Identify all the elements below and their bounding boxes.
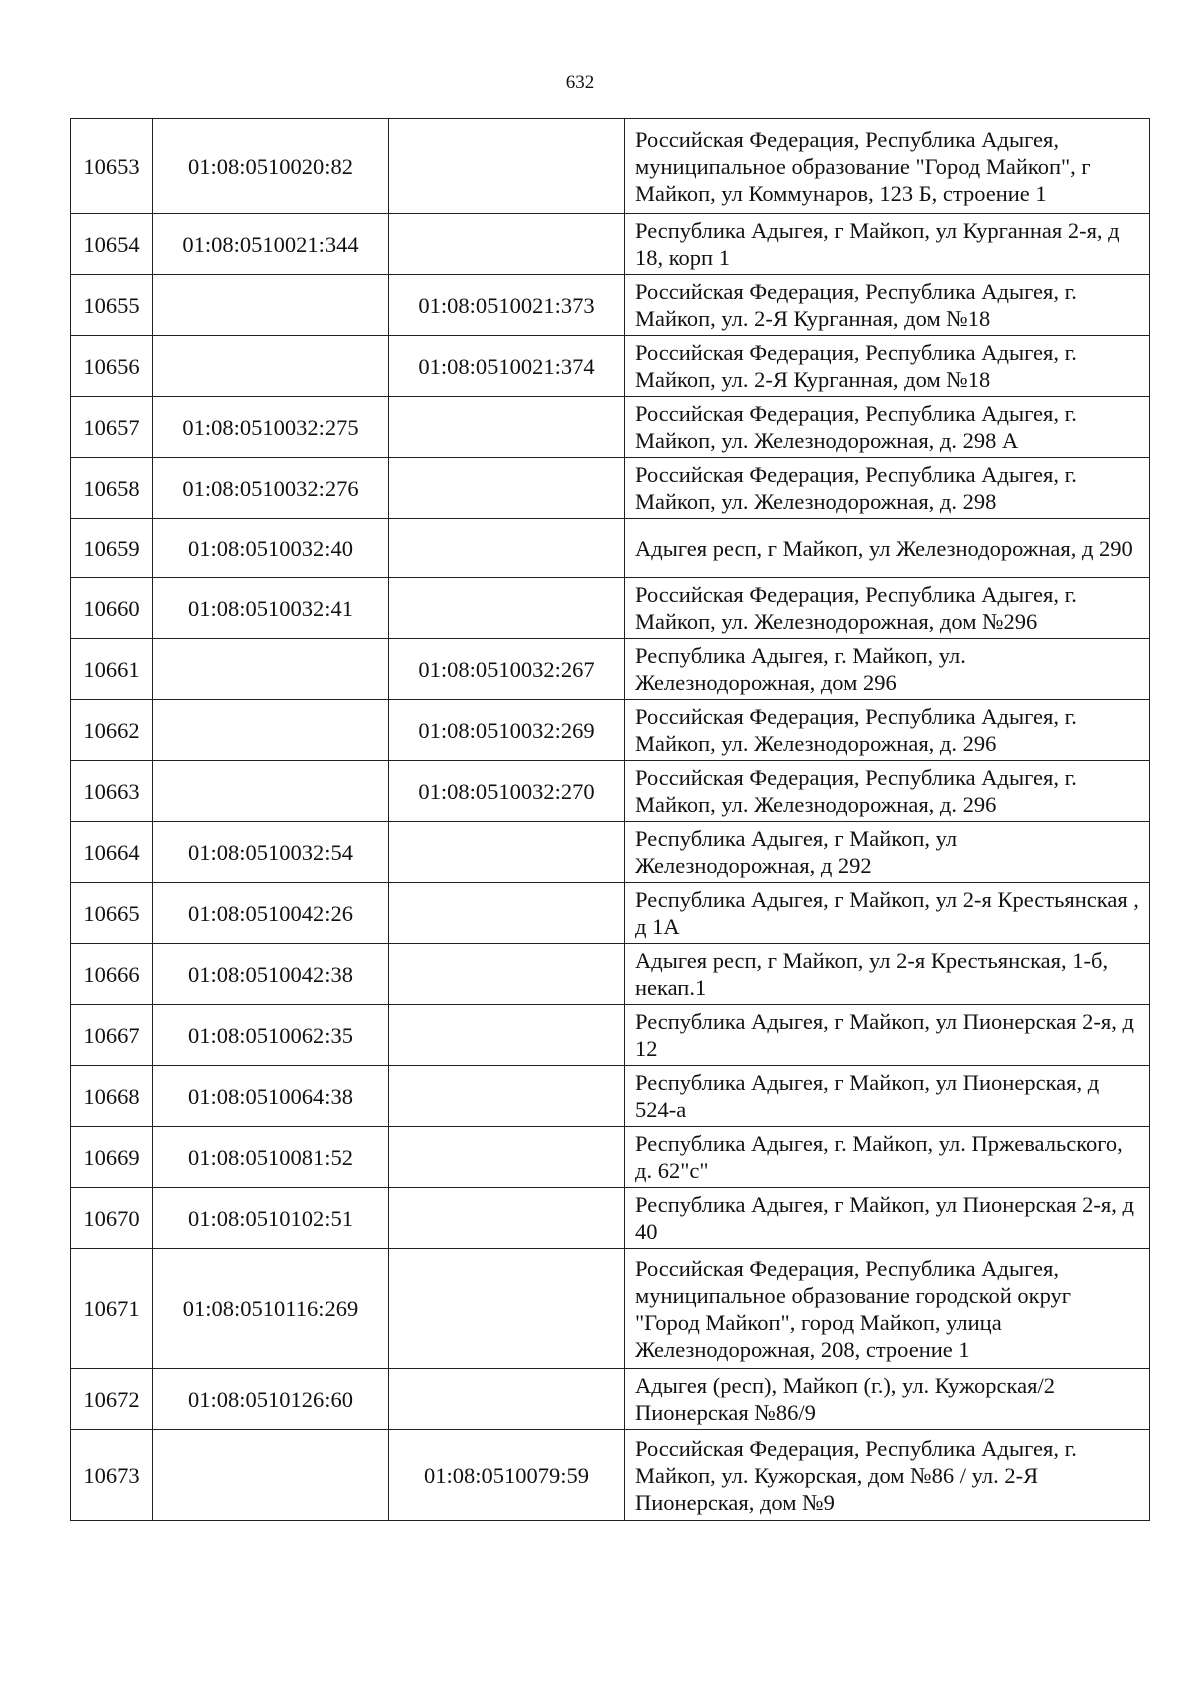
- row-number-cell: 10662: [71, 700, 153, 761]
- secondary-cadastral-number-cell: [389, 1249, 625, 1369]
- secondary-cadastral-number-cell: [389, 1066, 625, 1127]
- address-cell: Республика Адыгея, г Майкоп, ул Курганная 2-я, д 18, корп 1: [625, 214, 1150, 275]
- cadastral-number-cell: 01:08:0510042:38: [153, 944, 389, 1005]
- secondary-cadastral-number-cell: [389, 944, 625, 1005]
- cadastral-number-cell: 01:08:0510032:40: [153, 519, 389, 578]
- cadastral-number-cell: [153, 336, 389, 397]
- address-cell: Российская Федерация, Республика Адыгея, г. Майкоп, ул. 2-Я Курганная, дом №18: [625, 275, 1150, 336]
- row-number-cell: 10658: [71, 458, 153, 519]
- address-cell: Республика Адыгея, г Майкоп, ул 2-я Крестьянская , д 1А: [625, 883, 1150, 944]
- table-row: [71, 1249, 1150, 1369]
- cadastral-number-cell: 01:08:0510062:35: [153, 1005, 389, 1066]
- table-row: [71, 397, 1150, 458]
- cadastral-number-cell: [153, 275, 389, 336]
- table-row: [71, 119, 1150, 214]
- table-row: [71, 1369, 1150, 1430]
- row-number-cell: 10666: [71, 944, 153, 1005]
- address-cell: Российская Федерация, Республика Адыгея, г. Майкоп, ул. Железнодорожная, д. 298 А: [625, 397, 1150, 458]
- address-cell: Российская Федерация, Республика Адыгея, муниципальное образование городской округ "Город Майкоп", город Майкоп, улица Железнодорожная, 208, строение 1: [625, 1249, 1150, 1369]
- secondary-cadastral-number-cell: 01:08:0510032:270: [389, 761, 625, 822]
- address-cell: Республика Адыгея, г Майкоп, ул Пионерская 2-я, д 12: [625, 1005, 1150, 1066]
- table-row: [71, 639, 1150, 700]
- secondary-cadastral-number-cell: [389, 822, 625, 883]
- cadastral-number-cell: 01:08:0510020:82: [153, 119, 389, 214]
- secondary-cadastral-number-cell: [389, 1127, 625, 1188]
- address-cell: Республика Адыгея, г. Майкоп, ул. Железнодорожная, дом 296: [625, 639, 1150, 700]
- address-cell: Российская Федерация, Республика Адыгея, г. Майкоп, ул. 2-Я Курганная, дом №18: [625, 336, 1150, 397]
- registry-table: [70, 118, 1150, 1521]
- address-cell: Российская Федерация, Республика Адыгея, г. Майкоп, ул. Железнодорожная, д. 298: [625, 458, 1150, 519]
- table-row: [71, 944, 1150, 1005]
- table-row: [71, 1066, 1150, 1127]
- registry-table-body: [71, 119, 1150, 1521]
- address-cell: Российская Федерация, Республика Адыгея, г. Майкоп, ул. Железнодорожная, д. 296: [625, 761, 1150, 822]
- secondary-cadastral-number-cell: 01:08:0510032:267: [389, 639, 625, 700]
- address-cell: Российская Федерация, Республика Адыгея, г. Майкоп, ул. Железнодорожная, дом №296: [625, 578, 1150, 639]
- address-cell: Республика Адыгея, г. Майкоп, ул. Пржевальского, д. 62"с": [625, 1127, 1150, 1188]
- row-number-cell: 10665: [71, 883, 153, 944]
- cadastral-number-cell: 01:08:0510042:26: [153, 883, 389, 944]
- secondary-cadastral-number-cell: [389, 119, 625, 214]
- cadastral-number-cell: 01:08:0510032:276: [153, 458, 389, 519]
- secondary-cadastral-number-cell: 01:08:0510021:373: [389, 275, 625, 336]
- table-row: [71, 1430, 1150, 1521]
- row-number-cell: 10672: [71, 1369, 153, 1430]
- row-number-cell: 10670: [71, 1188, 153, 1249]
- row-number-cell: 10656: [71, 336, 153, 397]
- row-number-cell: 10653: [71, 119, 153, 214]
- address-cell: Республика Адыгея, г Майкоп, ул Железнодорожная, д 292: [625, 822, 1150, 883]
- cadastral-number-cell: 01:08:0510032:54: [153, 822, 389, 883]
- cadastral-number-cell: [153, 1430, 389, 1521]
- row-number-cell: 10655: [71, 275, 153, 336]
- row-number-cell: 10673: [71, 1430, 153, 1521]
- cadastral-number-cell: 01:08:0510021:344: [153, 214, 389, 275]
- table-row: [71, 700, 1150, 761]
- cadastral-number-cell: [153, 639, 389, 700]
- row-number-cell: 10668: [71, 1066, 153, 1127]
- row-number-cell: 10671: [71, 1249, 153, 1369]
- table-row: [71, 214, 1150, 275]
- secondary-cadastral-number-cell: 01:08:0510032:269: [389, 700, 625, 761]
- secondary-cadastral-number-cell: [389, 214, 625, 275]
- secondary-cadastral-number-cell: 01:08:0510079:59: [389, 1430, 625, 1521]
- address-cell: Российская Федерация, Республика Адыгея, г. Майкоп, ул. Кужорская, дом №86 / ул. 2-Я Пионерская, дом №9: [625, 1430, 1150, 1521]
- row-number-cell: 10657: [71, 397, 153, 458]
- secondary-cadastral-number-cell: [389, 1369, 625, 1430]
- table-row: [71, 578, 1150, 639]
- secondary-cadastral-number-cell: [389, 578, 625, 639]
- cadastral-number-cell: 01:08:0510126:60: [153, 1369, 389, 1430]
- address-cell: Российская Федерация, Республика Адыгея, г. Майкоп, ул. Железнодорожная, д. 296: [625, 700, 1150, 761]
- secondary-cadastral-number-cell: [389, 883, 625, 944]
- table-row: [71, 275, 1150, 336]
- secondary-cadastral-number-cell: [389, 519, 625, 578]
- row-number-cell: 10664: [71, 822, 153, 883]
- row-number-cell: 10667: [71, 1005, 153, 1066]
- row-number-cell: 10669: [71, 1127, 153, 1188]
- secondary-cadastral-number-cell: [389, 458, 625, 519]
- row-number-cell: 10661: [71, 639, 153, 700]
- address-cell: Адыгея (респ), Майкоп (г.), ул. Кужорская/2 Пионерская №86/9: [625, 1369, 1150, 1430]
- address-cell: Российская Федерация, Республика Адыгея, муниципальное образование "Город Майкоп", г Майкоп, ул Коммунаров, 123 Б, строение 1: [625, 119, 1150, 214]
- page-number: 632: [565, 72, 595, 93]
- table-row: [71, 761, 1150, 822]
- row-number-cell: 10659: [71, 519, 153, 578]
- secondary-cadastral-number-cell: [389, 1005, 625, 1066]
- cadastral-number-cell: 01:08:0510116:269: [153, 1249, 389, 1369]
- table-row: [71, 1005, 1150, 1066]
- table-row: [71, 336, 1150, 397]
- secondary-cadastral-number-cell: [389, 397, 625, 458]
- table-row: [71, 519, 1150, 578]
- cadastral-number-cell: 01:08:0510032:41: [153, 578, 389, 639]
- cadastral-number-cell: [153, 700, 389, 761]
- row-number-cell: 10654: [71, 214, 153, 275]
- table-row: [71, 822, 1150, 883]
- table-row: [71, 1127, 1150, 1188]
- address-cell: Адыгея респ, г Майкоп, ул Железнодорожная, д 290: [625, 519, 1150, 578]
- table-row: [71, 458, 1150, 519]
- cadastral-number-cell: 01:08:0510032:275: [153, 397, 389, 458]
- secondary-cadastral-number-cell: 01:08:0510021:374: [389, 336, 625, 397]
- row-number-cell: 10663: [71, 761, 153, 822]
- address-cell: Адыгея респ, г Майкоп, ул 2-я Крестьянская, 1-б, некап.1: [625, 944, 1150, 1005]
- cadastral-number-cell: 01:08:0510102:51: [153, 1188, 389, 1249]
- row-number-cell: 10660: [71, 578, 153, 639]
- cadastral-number-cell: 01:08:0510064:38: [153, 1066, 389, 1127]
- cadastral-number-cell: [153, 761, 389, 822]
- address-cell: Республика Адыгея, г Майкоп, ул Пионерская 2-я, д 40: [625, 1188, 1150, 1249]
- table-row: [71, 1188, 1150, 1249]
- table-row: [71, 883, 1150, 944]
- address-cell: Республика Адыгея, г Майкоп, ул Пионерская, д 524-а: [625, 1066, 1150, 1127]
- cadastral-number-cell: 01:08:0510081:52: [153, 1127, 389, 1188]
- secondary-cadastral-number-cell: [389, 1188, 625, 1249]
